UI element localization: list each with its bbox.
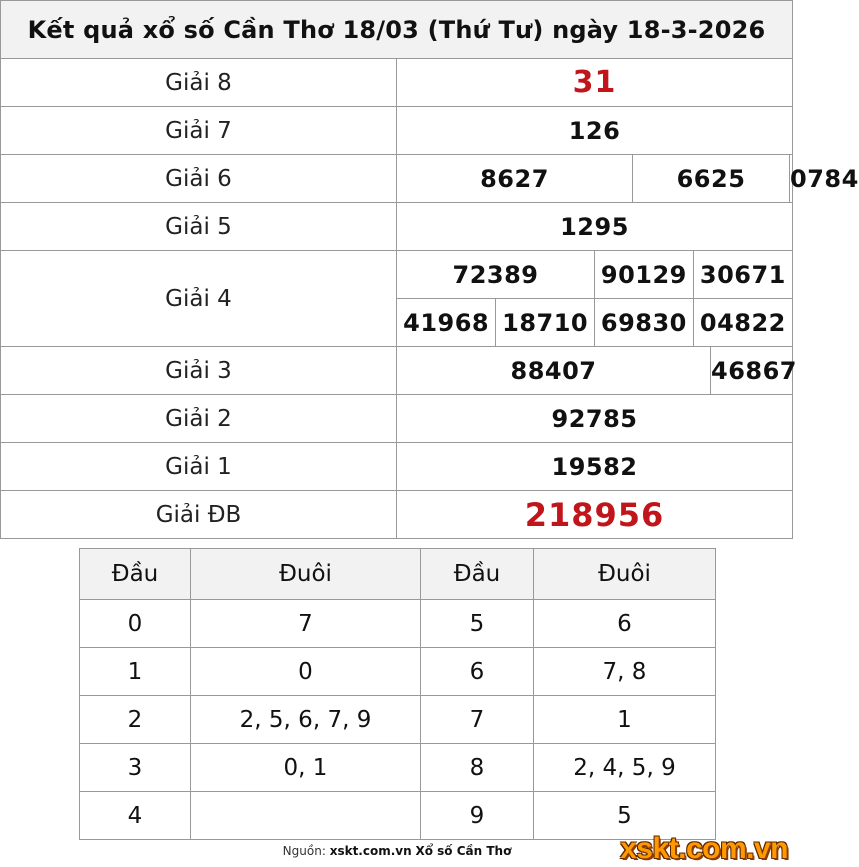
column-header: Đuôi	[534, 549, 716, 600]
column-header: Đuôi	[191, 549, 421, 600]
dau-cell: 4	[80, 792, 191, 840]
dau-cell: 3	[80, 744, 191, 792]
prize-row-g4	[1, 251, 793, 347]
source-link[interactable]: xskt.com.vn	[329, 844, 412, 858]
column-header: Đầu	[421, 549, 534, 600]
prize-number: 88407	[510, 356, 597, 385]
prize-number: 6625	[633, 155, 790, 202]
results-title: Kết quả xổ số Cần Thơ 18/03 (Thứ Tư) ngày 18-3-2026	[1, 1, 793, 59]
duoi-cell: 2, 4, 5, 9	[534, 744, 716, 792]
prize-label: Giải 4	[1, 251, 397, 347]
prize-number: 8627	[480, 164, 549, 193]
column-header: Đầu	[80, 549, 191, 600]
dau-cell: 8	[421, 744, 534, 792]
special-prize-number: 218956	[397, 491, 793, 539]
duoi-cell: 5	[534, 792, 716, 840]
prize-row-g8	[1, 59, 793, 107]
prize-number: 18710	[496, 299, 595, 347]
prize-number: 0784	[790, 155, 793, 202]
table-row	[80, 696, 716, 744]
prize-row-g2	[1, 395, 793, 443]
prize-label: Giải 8	[1, 59, 397, 107]
prize-number: 92785	[397, 395, 793, 443]
source-title: Xổ số Cần Thơ	[415, 844, 512, 858]
dau-cell: 9	[421, 792, 534, 840]
duoi-cell: 0, 1	[191, 744, 421, 792]
prize-label: Giải 5	[1, 203, 397, 251]
duoi-cell: 1	[534, 696, 716, 744]
prize-number: 46867	[711, 347, 793, 394]
prize-label: Giải ĐB	[1, 491, 397, 539]
prize-number: 31	[397, 59, 793, 107]
prize-number: 04822	[693, 299, 792, 347]
prize-number: 41968	[397, 299, 496, 347]
dau-cell: 1	[80, 648, 191, 696]
prize-row-g6	[1, 155, 793, 203]
loto-header-row	[80, 549, 716, 600]
prize-label: Giải 3	[1, 347, 397, 395]
duoi-cell: 7, 8	[534, 648, 716, 696]
duoi-cell	[191, 792, 421, 840]
table-row	[80, 648, 716, 696]
prize-row-g1	[1, 443, 793, 491]
prize-label: Giải 2	[1, 395, 397, 443]
duoi-cell: 6	[534, 600, 716, 648]
prize-number: 69830	[595, 299, 694, 347]
table-row	[80, 744, 716, 792]
prize-number: 72389	[452, 260, 539, 289]
dau-cell: 0	[80, 600, 191, 648]
prize-row-g7	[1, 107, 793, 155]
table-row	[80, 600, 716, 648]
prize-label: Giải 6	[1, 155, 397, 203]
prize-label: Giải 1	[1, 443, 397, 491]
prize-label: Giải 7	[1, 107, 397, 155]
prize-number: 126	[397, 107, 793, 155]
duoi-cell: 2, 5, 6, 7, 9	[191, 696, 421, 744]
site-logo[interactable]: xskt.com.vn	[620, 832, 788, 865]
dau-cell: 7	[421, 696, 534, 744]
dau-cell: 2	[80, 696, 191, 744]
prize-number: 30671	[693, 251, 792, 299]
source-prefix: Nguồn:	[282, 844, 326, 858]
prize-row-g5	[1, 203, 793, 251]
prize-number: 90129	[595, 251, 694, 299]
prize-row-gdb	[1, 491, 793, 539]
prize-row-g3	[1, 347, 793, 395]
prize-number: 19582	[397, 443, 793, 491]
dau-cell: 5	[421, 600, 534, 648]
loto-table	[79, 548, 716, 840]
prize-number: 1295	[397, 203, 793, 251]
duoi-cell: 7	[191, 600, 421, 648]
duoi-cell: 0	[191, 648, 421, 696]
dau-cell: 6	[421, 648, 534, 696]
